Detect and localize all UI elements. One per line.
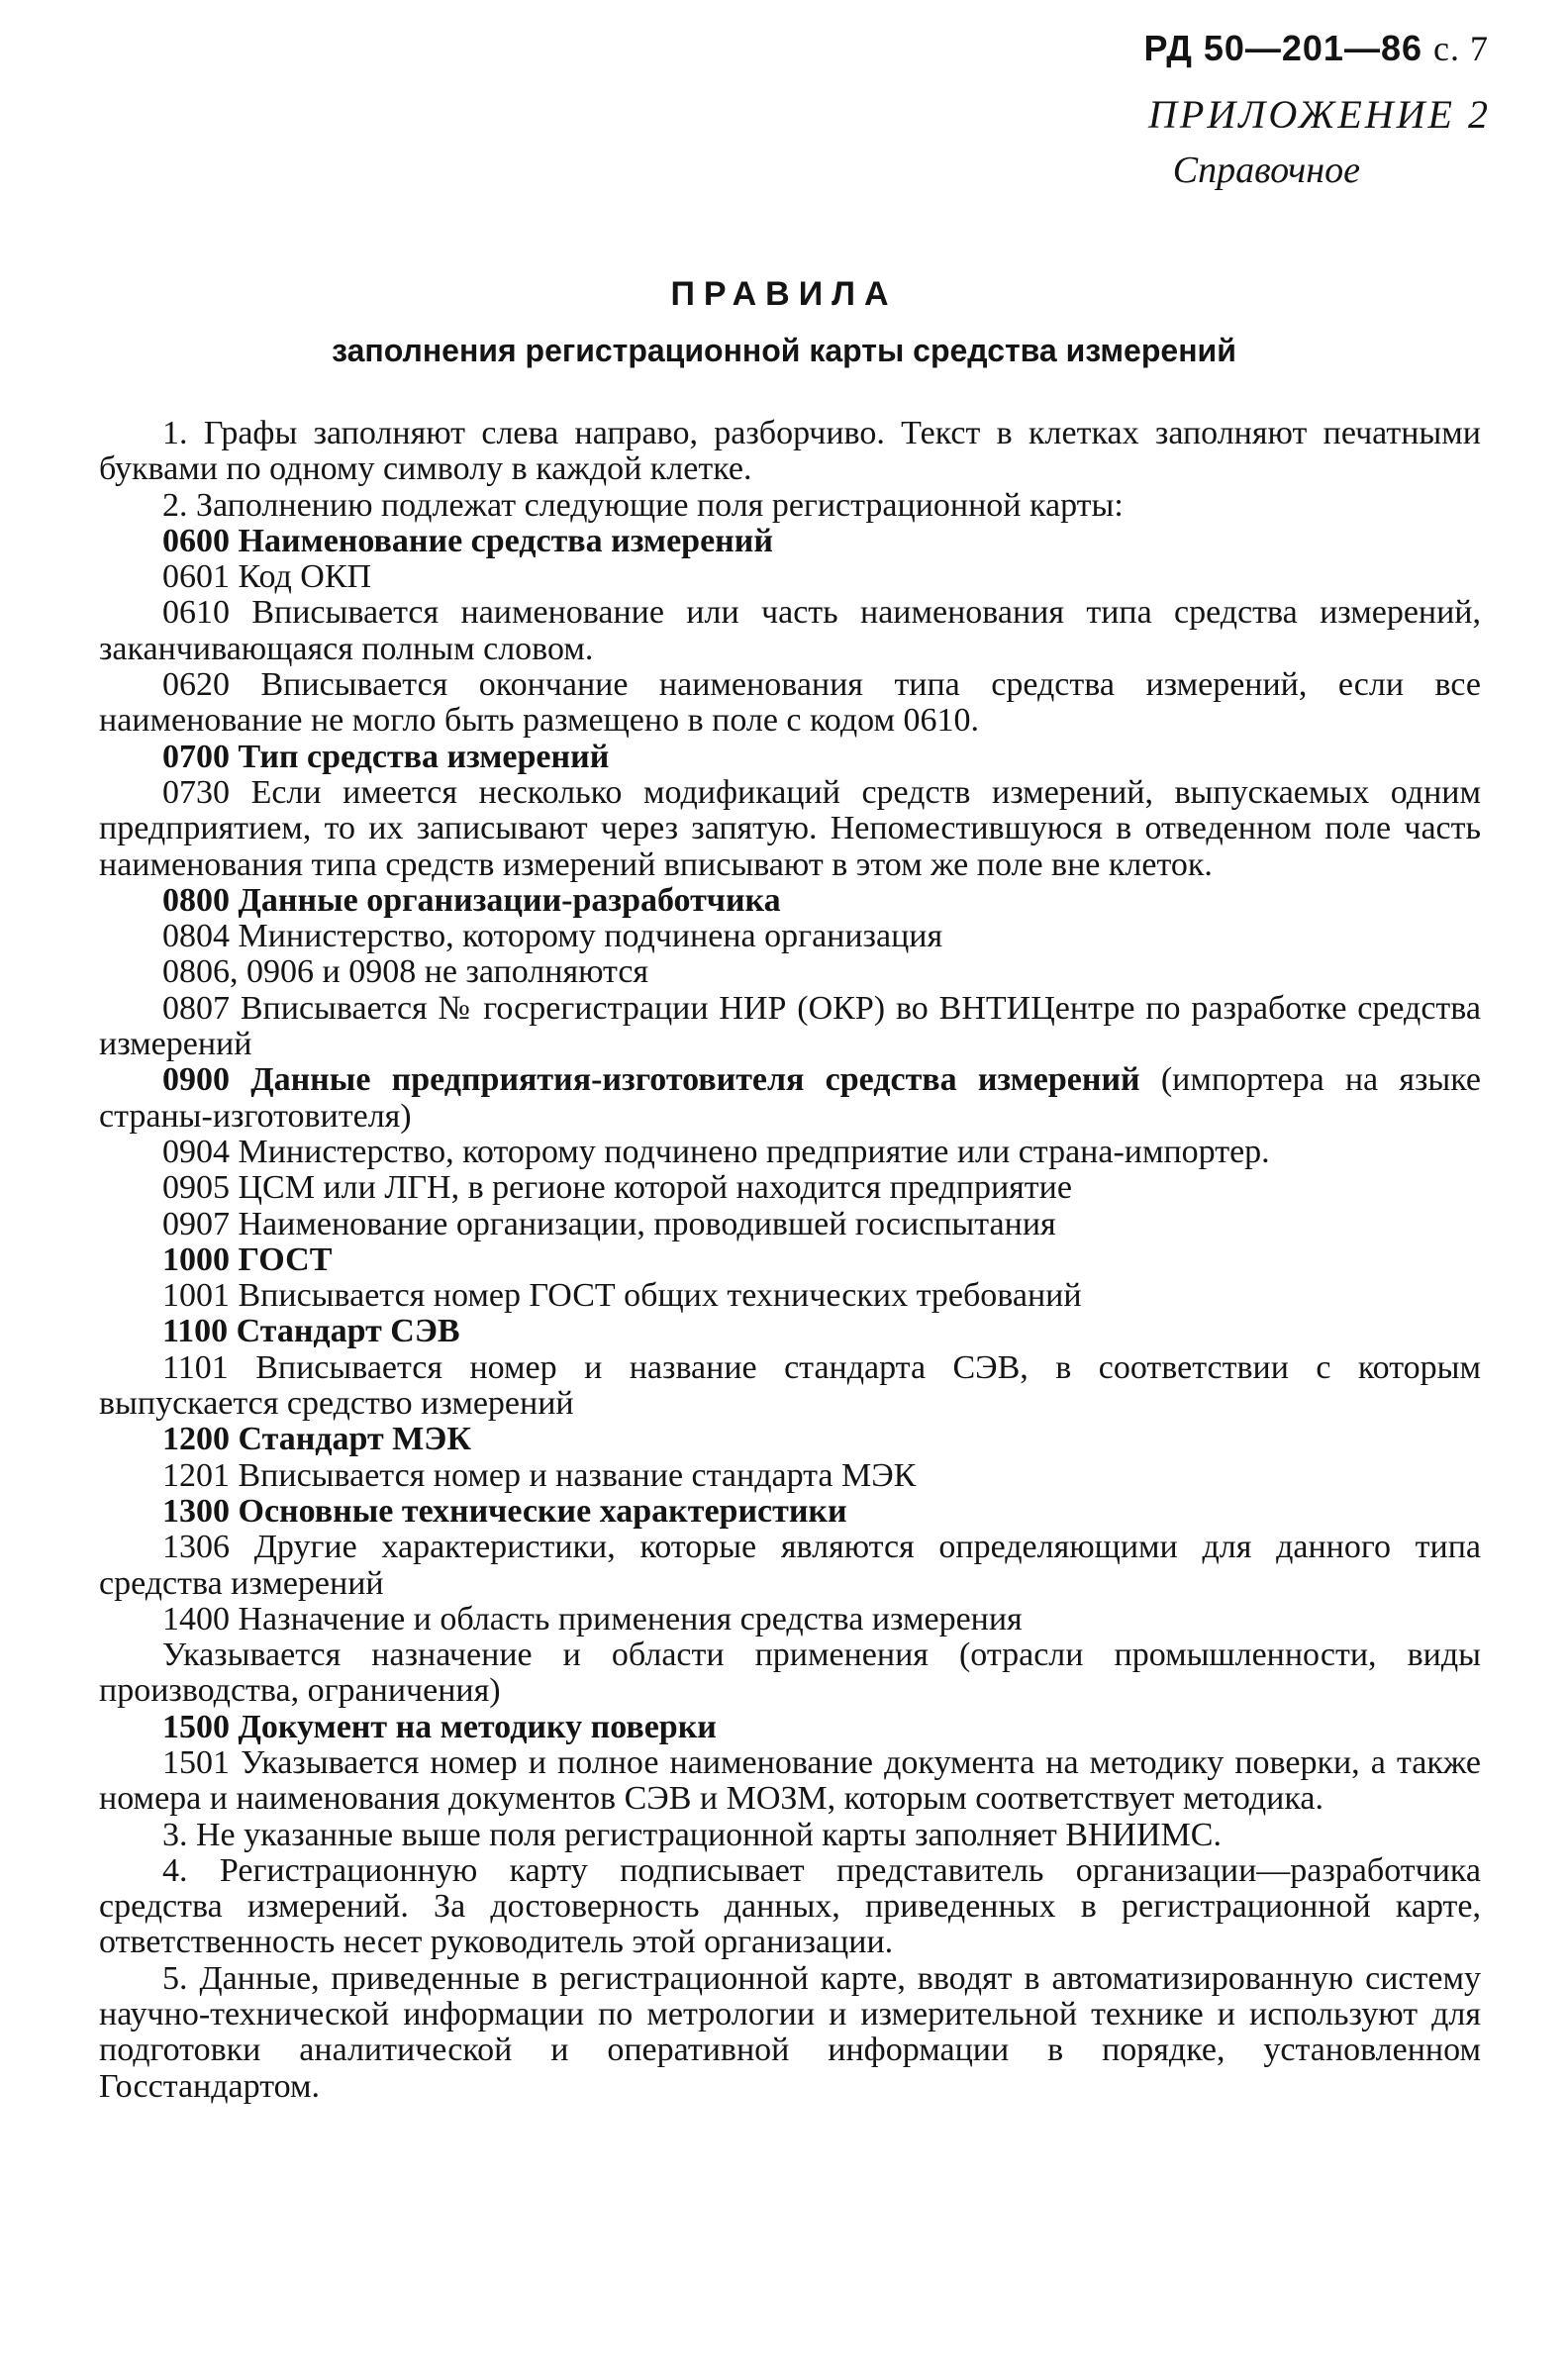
paragraph-text: Указывается номер и полное наименование документа на методику поверки, а также номера и наименования документов СЭВ и МОЗМ, которым соответствует методика. <box>99 1743 1481 1818</box>
field-code: 1400 <box>162 1600 230 1637</box>
paragraph-text: 1. Графы заполняют слева направо, разборчиво. Текст в клетках заполняют печатными буквами по одному символу в каждой клетке. <box>99 415 1481 488</box>
paragraph-text: Министерство, которому подчинена организация <box>238 918 943 955</box>
field-code: 1300 <box>162 1492 230 1530</box>
paragraph <box>99 954 1481 990</box>
paragraph <box>99 775 1481 883</box>
paragraph-text: Назначение и область применения средства измерения <box>238 1600 1023 1637</box>
paragraph <box>99 1062 1481 1135</box>
field-code: 0900 <box>162 1061 230 1099</box>
paragraph-text: Вписывается номер и название стандарта МЭК <box>238 1456 917 1494</box>
paragraph <box>99 524 1481 559</box>
field-code: 1200 <box>162 1421 230 1458</box>
paragraph-text: Стандарт МЭК <box>238 1421 471 1458</box>
paragraph-text: Вписывается наименование или часть наименования типа средства измерений, заканчивающаяся полным словом. <box>99 594 1482 667</box>
paragraph <box>99 991 1481 1063</box>
document-code <box>1143 28 1489 69</box>
field-code: 0600 <box>162 522 230 559</box>
field-code: 1201 <box>162 1456 230 1494</box>
field-code: 1001 <box>162 1277 230 1315</box>
paragraph-text: Тип средства измерений <box>238 738 610 775</box>
field-code: 0700 <box>162 738 230 775</box>
paragraph <box>99 1207 1481 1242</box>
paragraph-text: 0906 и 0908 не заполняются <box>246 953 649 991</box>
paragraph-text: Министерство, которому подчинено предприятие или страна-импортер. <box>238 1133 1270 1170</box>
paragraph <box>99 1602 1481 1637</box>
paragraph-text: Вписывается номер и название стандарта СЭВ, в соответствии с которым выпускается средство измерений <box>99 1348 1482 1423</box>
field-code: 0800 <box>162 881 230 919</box>
paragraph <box>99 1350 1481 1423</box>
paragraph <box>99 1961 1481 2105</box>
paragraph-text: Основные технические характеристики <box>238 1492 847 1530</box>
paragraph <box>99 488 1481 524</box>
paragraph <box>99 1494 1481 1530</box>
paragraph-text: 3. Не указанные выше поля регистрационной карты заполняет ВНИИМС. <box>162 1816 1222 1853</box>
field-code: 0904 <box>162 1133 230 1170</box>
paragraph <box>99 1637 1481 1710</box>
paragraph <box>99 740 1481 775</box>
field-code: 0807 <box>162 989 230 1027</box>
field-code: 1306 <box>162 1529 230 1566</box>
paragraph <box>99 883 1481 919</box>
page-subtitle: заполнения регистрационной карты средства измерений <box>332 333 1236 368</box>
paragraph-text: Документ на методику поверки <box>238 1708 717 1745</box>
paragraph <box>99 1710 1481 1745</box>
field-code: 0804 <box>162 918 230 955</box>
paragraph <box>99 559 1481 595</box>
field-code: 0730 <box>162 773 230 811</box>
field-code: 1000 <box>162 1240 230 1278</box>
paragraph-text: Указывается назначение и области применения (отрасли промышленности, виды производства, ограничения) <box>99 1636 1481 1710</box>
paragraph <box>99 919 1481 954</box>
page-title: ПРАВИЛА <box>670 275 898 313</box>
paragraph <box>99 1422 1481 1457</box>
field-code: 0620 <box>162 666 230 704</box>
paragraph <box>99 667 1481 740</box>
field-code: 0610 <box>162 594 230 632</box>
paragraph-text: Вписывается № госрегистрации НИР (ОКР) во ВНТИЦентре по разработке средства измерений <box>99 989 1481 1063</box>
document-body <box>99 416 1481 2105</box>
field-code: 0907 <box>162 1205 230 1242</box>
paragraph <box>99 1314 1481 1349</box>
paragraph-text: Наименование средства измерений <box>238 522 773 559</box>
field-code: 1100 <box>162 1313 229 1350</box>
paragraph <box>99 416 1481 488</box>
paragraph-text: Другие характеристики, которые являются определяющими для данного типа средства измерений <box>99 1529 1482 1602</box>
paragraph <box>99 1170 1481 1206</box>
paragraph <box>99 1818 1481 1853</box>
paragraph-text: ГОСТ <box>238 1240 333 1278</box>
paragraph-tail: (импортера на языке страны-изготовителя) <box>99 1061 1482 1135</box>
paragraph-text: Наименование организации, проводившей госиспытания <box>238 1205 1056 1242</box>
paragraph <box>99 1458 1481 1494</box>
paragraph-text: Вписывается окончание наименования типа средства измерений, если все наименование не могло быть размещено в поле с кодом 0610. <box>99 666 1481 740</box>
paragraph-text: 4. Регистрационную карту подписывает представитель организации—разработчика средства измерений. За достоверность данных, приведенных в регистрационной карте, ответственность несет руководитель этой организации. <box>99 1851 1481 1961</box>
paragraph <box>99 1530 1481 1602</box>
field-code: 1501 <box>162 1743 230 1781</box>
field-code: 1101 <box>162 1348 229 1386</box>
document-number: РД 50—201—86 <box>1143 28 1422 68</box>
paragraph-text: Код ОКП <box>238 558 372 596</box>
field-code: 0601 <box>162 558 230 596</box>
paragraph-text: 2. Заполнению подлежат следующие поля регистрационной карты: <box>162 486 1124 524</box>
paragraph <box>99 1745 1481 1818</box>
field-code: 0905 <box>162 1169 230 1207</box>
paragraph-text: Вписывается номер ГОСТ общих технических требований <box>238 1277 1082 1315</box>
paragraph <box>99 1853 1481 1961</box>
paragraph-text: Данные организации-разработчика <box>238 881 781 919</box>
field-code: 1500 <box>162 1708 230 1745</box>
paragraph <box>99 1242 1481 1278</box>
page-number: с. 7 <box>1433 29 1489 68</box>
paragraph-text: Данные предприятия-изготовителя средства измерений <box>250 1061 1140 1099</box>
appendix-label: ПРИЛОЖЕНИЕ 2 <box>1148 92 1491 137</box>
paragraph <box>99 595 1481 667</box>
paragraph <box>99 1278 1481 1314</box>
paragraph-text: Стандарт СЭВ <box>236 1313 460 1350</box>
paragraph-text: Если имеется несколько модификаций средств измерений, выпускаемых одним предприятием, то их записывают через запятую. Непоместившуюся в отведенном поле часть наименования типа средств измерений вписывают в этом же поле вне клеток. <box>99 773 1482 883</box>
field-code: 0806, <box>162 953 239 991</box>
paragraph <box>99 1135 1481 1170</box>
paragraph-text: 5. Данные, приведенные в регистрационной карте, вводят в автоматизированную систему научно-технической информации по метрологии и измерительной технике и используют для подготовки аналитической и оперативной информации в порядке, установленном Госстандартом. <box>99 1959 1481 2105</box>
reference-label: Справочное <box>1172 149 1360 191</box>
paragraph-text: ЦСМ или ЛГН, в регионе которой находится предприятие <box>238 1169 1072 1207</box>
